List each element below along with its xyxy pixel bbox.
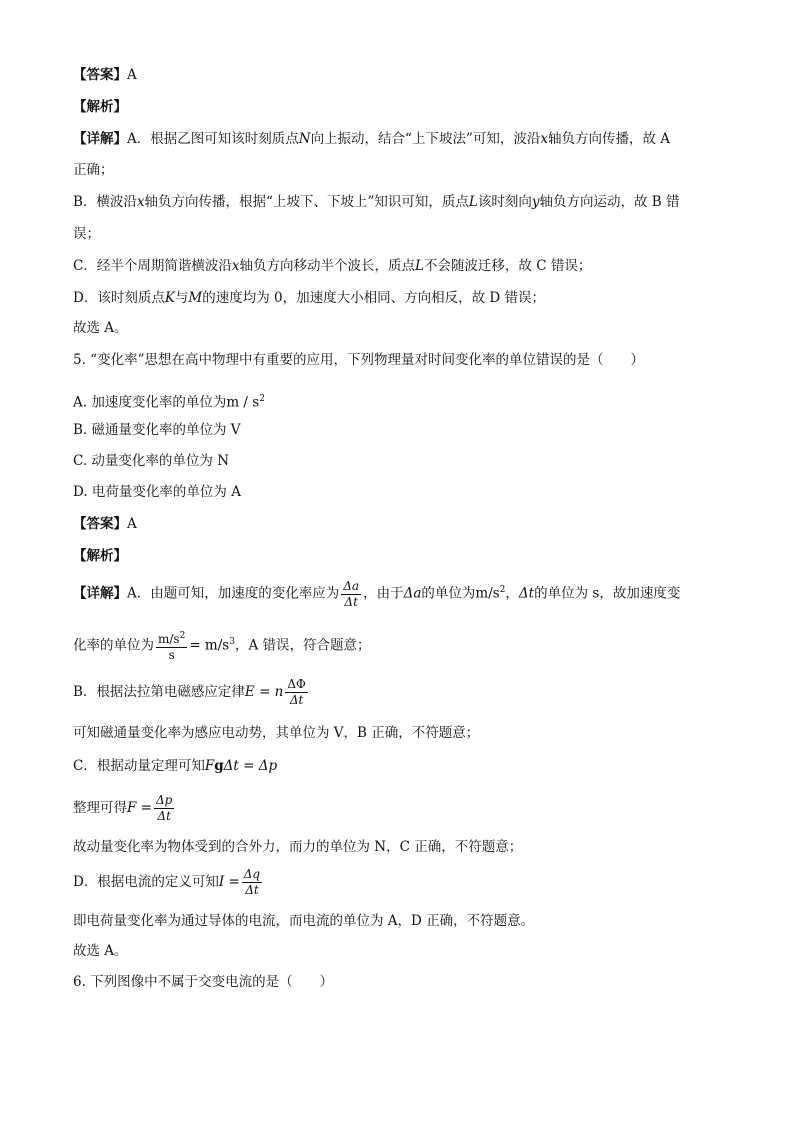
q5-option-d [73,482,720,502]
unit: m/s [158,632,180,646]
q5-detail-a-line-1 [73,572,720,612]
superscript: 2 [259,394,265,404]
denominator: Δt [344,594,358,609]
q5-detail-c-rearranged [73,790,720,826]
text: A．由题可知，加速度的变化率应为 [127,585,340,602]
option-text: B. 磁通量变化率的单位为 V [73,422,241,438]
q5-detail-c-conclusion [73,837,720,857]
text: 轴负方向运动，故 B 错 [539,194,680,210]
superscript: 3 [229,637,235,647]
text: = m/s [189,637,230,654]
var-n: N [298,131,311,147]
q4-detail-line-1 [73,129,720,149]
answer-value: A [127,67,137,83]
equation: I = [218,874,240,890]
q4-conclusion [73,318,720,338]
equation: F = [127,800,152,816]
text: 的单位为 s，故加速度变 [534,585,681,602]
var-y: y [531,194,540,210]
q5-stem [73,350,720,370]
denominator: Δt [157,809,171,823]
q5-detail-d-conclusion [73,911,720,931]
var-x: x [136,194,145,210]
text: 误； [73,226,100,242]
text: ，A 错误，符合题意； [234,637,371,654]
q5-detail-c-line [73,756,720,776]
text: B．横波沿 [73,194,137,210]
answer-tag: 【答案】 [73,67,127,83]
text: 故选 A。 [73,943,128,959]
text: 轴负方向传播，根据“上坡下、下坡上”知识可知，质点 [144,194,469,210]
text: C．经半个周期简谐横波沿 [73,258,232,274]
var-m: M [188,290,203,306]
superscript: 2 [499,585,506,595]
option-text: A. 加速度变化率的单位为m / s [73,394,260,411]
answer-tag: 【答案】 [73,516,127,532]
numerator: Δp [155,793,173,807]
fraction [341,579,361,610]
text: 即电荷量变化率为通过导体的电流，而电流的单位为 A，D 正确，不符题意。 [73,913,535,929]
q5-option-b [73,420,720,440]
glyph-g: g [214,758,224,774]
option-text: C. 动量变化率的单位为 N [73,453,230,469]
var-delta-t: Δt [518,585,535,602]
fraction [242,867,262,898]
fraction [156,629,187,663]
text: 与 [174,290,189,306]
text: 故选 A。 [73,320,128,336]
q4-option-c-line [73,256,720,276]
text: D．根据电流的定义可知 [73,874,219,890]
text: 轴负方向移动半个波长，质点 [239,258,415,274]
unit: m/s [475,585,500,602]
q4-answer-line [73,65,720,85]
q4-detail-line-2 [73,160,720,180]
text: 不会随波迁移，故 C 错误； [423,258,592,274]
equation: Δt = Δp [223,758,278,774]
q4-option-b-line-1 [73,192,720,212]
q4-analysis-line [73,97,720,117]
text: 的单位为 [421,585,476,602]
q5-analysis-line [73,546,720,566]
numerator: Δq [243,867,261,881]
numerator: Δa [343,578,360,593]
text: 轴负方向传播，故 A [548,131,671,147]
numerator: ΔΦ [287,677,306,691]
q5-detail-b-conclusion [73,723,720,743]
text: 的速度均为 0，加速度大小相同、方向相反，故 D 错误； [202,290,546,306]
q5-conclusion [73,941,720,961]
text: 正确； [73,162,114,178]
denominator: Δt [289,693,304,707]
numerator [156,629,187,648]
var-f: F [204,758,215,774]
var-delta-a: Δa [403,585,422,602]
text: ，由于 [363,585,404,602]
text: 向上振动，结合“上下坡法”可知，波沿 [310,131,541,147]
analysis-tag: 【解析】 [73,99,127,115]
q4-option-b-line-2 [73,224,720,244]
q4-option-d-line [73,288,720,308]
q5-detail-a-line-2 [73,624,720,664]
denominator: Δt [245,883,259,897]
text: D．该时刻质点 [73,290,165,306]
var-k: K [164,290,175,306]
text: 故动量变化率为物体受到的合外力，而力的单位为 N，C 正确，不符题意； [73,839,523,855]
detail-tag: 【详解】 [73,131,127,147]
text: C．根据动量定理可知 [73,758,205,774]
text: 整理可得 [73,800,127,816]
q5-detail-d-line [73,864,720,900]
superscript: 2 [179,631,186,641]
detail-tag: 【详解】 [73,585,127,602]
text: A．根据乙图可知该时刻质点 [127,131,299,147]
fraction [285,677,308,708]
text: 化率的单位为 [73,637,154,654]
var-x: x [540,131,548,147]
fraction [154,793,174,824]
answer-value: A [127,516,137,532]
denominator: s [168,648,175,662]
q5-option-a [73,389,720,413]
q5-answer-line [73,514,720,534]
question-text: 5. “变化率”思想在高中物理中有重要的应用，下列物理量对时间变化率的单位错误的是（ ） [73,352,644,368]
var-x: x [231,258,240,274]
text: 可知磁通量变化率为感应电动势，其单位为 V，B 正确，不符题意； [73,725,480,741]
analysis-tag: 【解析】 [73,548,127,564]
var-l: L [414,258,424,274]
text: ， [505,585,519,602]
text: 该时刻向 [477,194,532,210]
q5-detail-b-line [73,674,720,710]
question-text: 6. 下列图像中不属于交变电流的是（ ） [73,974,334,990]
q5-option-c [73,451,720,471]
q6-stem [73,972,720,992]
text: B．根据法拉第电磁感应定律 [73,684,245,700]
equation: E = n [244,684,284,700]
var-l: L [468,194,478,210]
option-text: D. 电荷量变化率的单位为 A [73,484,241,500]
